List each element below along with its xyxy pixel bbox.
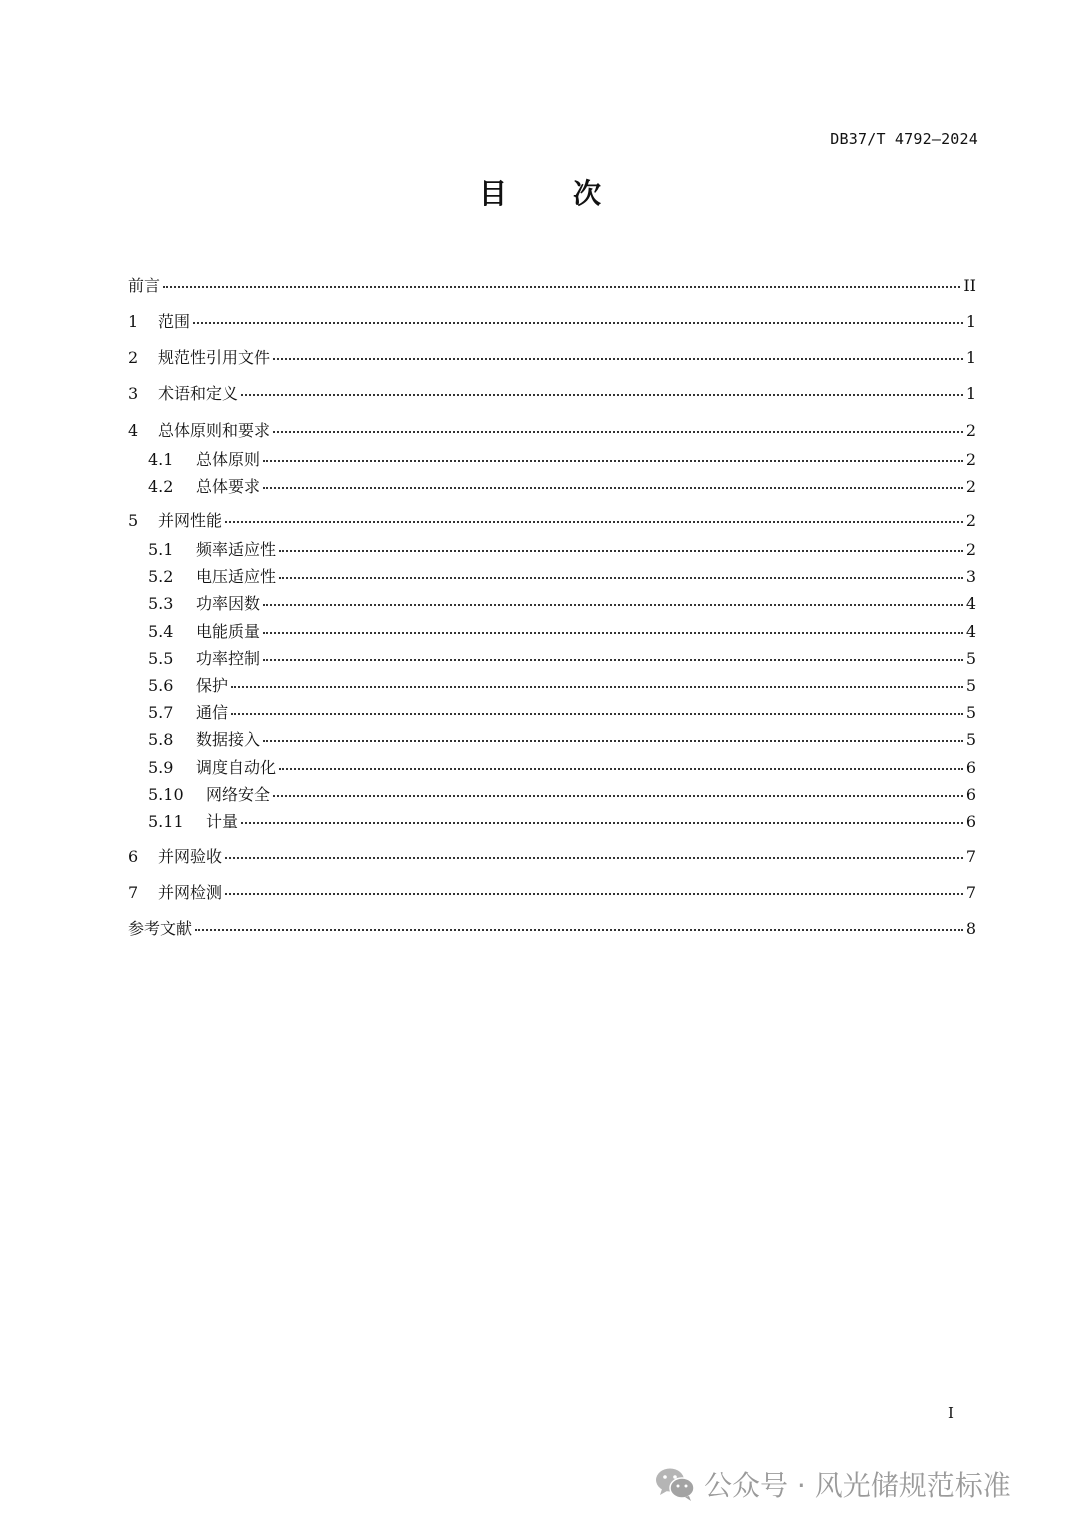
toc-entry-number: 5.5	[148, 649, 174, 668]
toc-entry[interactable]	[128, 846, 976, 868]
toc-entry[interactable]	[128, 347, 976, 369]
wechat-icon	[654, 1466, 696, 1502]
toc-dot-leader	[225, 879, 963, 895]
toc-entry-label: 并网验收	[158, 847, 223, 866]
toc-entry-number: 4.1	[148, 450, 174, 469]
toc-entry-page: 6	[965, 758, 976, 777]
toc-entry-label: 参考文献	[128, 919, 193, 938]
toc-entry[interactable]	[128, 311, 976, 333]
toc-entry-page: 5	[965, 730, 976, 749]
toc-entry-label: 保护	[196, 676, 229, 695]
toc-entry[interactable]	[148, 811, 976, 833]
toc-entry[interactable]	[148, 539, 976, 561]
toc-entry-number: 5.7	[148, 703, 174, 722]
title-char-1: 目	[478, 177, 507, 210]
toc-entry-number: 5.8	[148, 730, 174, 749]
toc-dot-leader	[273, 781, 963, 797]
toc-entry-number: 6	[128, 847, 139, 866]
toc-dot-leader	[231, 672, 963, 688]
toc-entry-page: 3	[965, 567, 976, 586]
toc-dot-leader	[195, 915, 963, 931]
toc-dot-leader	[273, 417, 963, 433]
toc-entry-page: 2	[965, 540, 976, 559]
toc-entry-number: 5.6	[148, 676, 174, 695]
toc-entry-page: 2	[965, 477, 976, 496]
toc-dot-leader	[263, 446, 963, 462]
toc-dot-leader	[263, 645, 963, 661]
toc-dot-leader	[279, 536, 963, 552]
toc-dot-leader	[241, 808, 963, 824]
toc-entry-label: 数据接入	[196, 730, 261, 749]
toc-dot-leader	[225, 507, 963, 523]
toc-entry-page: 5	[965, 676, 976, 695]
toc-entry[interactable]	[148, 648, 976, 670]
toc-entry-page: 6	[965, 785, 976, 804]
toc-entry-number: 2	[128, 348, 139, 367]
toc-entry-number: 5.2	[148, 567, 174, 586]
toc-dot-leader	[279, 754, 963, 770]
toc-entry-label: 并网性能	[158, 511, 223, 530]
toc-entry[interactable]	[148, 593, 976, 615]
toc-entry[interactable]	[128, 510, 976, 532]
toc-entry-label: 总体原则	[196, 450, 261, 469]
toc-entry[interactable]	[148, 702, 976, 724]
toc-entry-label: 范围	[158, 312, 191, 331]
toc-entry-number: 5.11	[148, 812, 184, 831]
toc-entry-page: 2	[965, 511, 976, 530]
toc-entry[interactable]	[148, 449, 976, 471]
toc-entry[interactable]	[128, 882, 976, 904]
toc-entry-page: 6	[965, 812, 976, 831]
toc-entry[interactable]	[128, 420, 976, 442]
toc-entry-page: 1	[965, 312, 976, 331]
toc-entry-number: 5.9	[148, 758, 174, 777]
toc-dot-leader	[273, 344, 963, 360]
toc-entry[interactable]	[148, 566, 976, 588]
toc-entry-label: 电压适应性	[196, 567, 277, 586]
toc-entry-page: 4	[965, 622, 976, 641]
title-char-2: 次	[573, 177, 602, 210]
toc-entry-number: 3	[128, 384, 139, 403]
toc-entry[interactable]	[148, 476, 976, 498]
toc-entry-page: 8	[965, 919, 976, 938]
toc-entry-label: 前言	[128, 276, 161, 295]
toc-entry-label: 并网检测	[158, 883, 223, 902]
toc-entry-number: 5.3	[148, 594, 174, 613]
watermark-text: 公众号 · 风光储规范标准	[704, 1469, 1011, 1502]
toc-entry-label: 规范性引用文件	[158, 348, 271, 367]
toc-entry[interactable]	[148, 729, 976, 751]
toc-entry-label: 通信	[196, 703, 229, 722]
toc-entry-label: 频率适应性	[196, 540, 277, 559]
toc-entry-page: 7	[965, 883, 976, 902]
toc-dot-leader	[225, 843, 963, 859]
toc-entry-label: 网络安全	[206, 785, 271, 804]
toc-entry[interactable]	[148, 757, 976, 779]
toc-entry[interactable]	[148, 784, 976, 806]
toc-entry-label: 功率因数	[196, 594, 261, 613]
page-title	[0, 172, 1080, 212]
toc-entry-label: 调度自动化	[196, 758, 277, 777]
toc-entry-page: 5	[965, 703, 976, 722]
toc-entry[interactable]	[128, 275, 976, 297]
toc-entry-label: 电能质量	[196, 622, 261, 641]
toc-dot-leader	[263, 473, 963, 489]
toc-entry-page: 2	[965, 421, 976, 440]
toc-dot-leader	[163, 272, 960, 288]
toc-entry-label: 术语和定义	[158, 384, 239, 403]
toc-entry-label: 计量	[206, 812, 239, 831]
toc-entry-number: 5	[128, 511, 139, 530]
toc-entry-number: 4.2	[148, 477, 174, 496]
toc-dot-leader	[263, 726, 963, 742]
toc-entry-number: 5.1	[148, 540, 174, 559]
toc-dot-leader	[263, 618, 963, 634]
toc-dot-leader	[263, 590, 963, 606]
toc-entry-label: 功率控制	[196, 649, 261, 668]
toc-dot-leader	[231, 699, 963, 715]
toc-dot-leader	[279, 563, 963, 579]
toc-entry-page: 4	[965, 594, 976, 613]
toc-entry-number: 1	[128, 312, 139, 331]
watermark	[654, 1464, 1011, 1504]
document-code: DB37/T 4792—2024	[830, 130, 978, 148]
toc-entry[interactable]	[128, 918, 976, 940]
toc-entry-label: 总体原则和要求	[158, 421, 271, 440]
toc-entry-page: II	[963, 276, 976, 295]
toc-dot-leader	[193, 308, 963, 324]
toc-entry[interactable]	[148, 621, 976, 643]
toc-entry-page: 1	[965, 348, 976, 367]
toc-entry-page: 2	[965, 450, 976, 469]
toc-entry-number: 5.10	[148, 785, 184, 804]
toc-entry-number: 7	[128, 883, 139, 902]
toc-entry-page: 5	[965, 649, 976, 668]
toc-dot-leader	[241, 380, 963, 396]
toc-entry-number: 5.4	[148, 622, 174, 641]
toc-entry-page: 1	[965, 384, 976, 403]
toc-entry-label: 总体要求	[196, 477, 261, 496]
toc-entry[interactable]	[148, 675, 976, 697]
toc-entry[interactable]	[128, 383, 976, 405]
toc-entry-page: 7	[965, 847, 976, 866]
page-number: I	[948, 1404, 954, 1422]
toc-entry-number: 4	[128, 421, 139, 440]
